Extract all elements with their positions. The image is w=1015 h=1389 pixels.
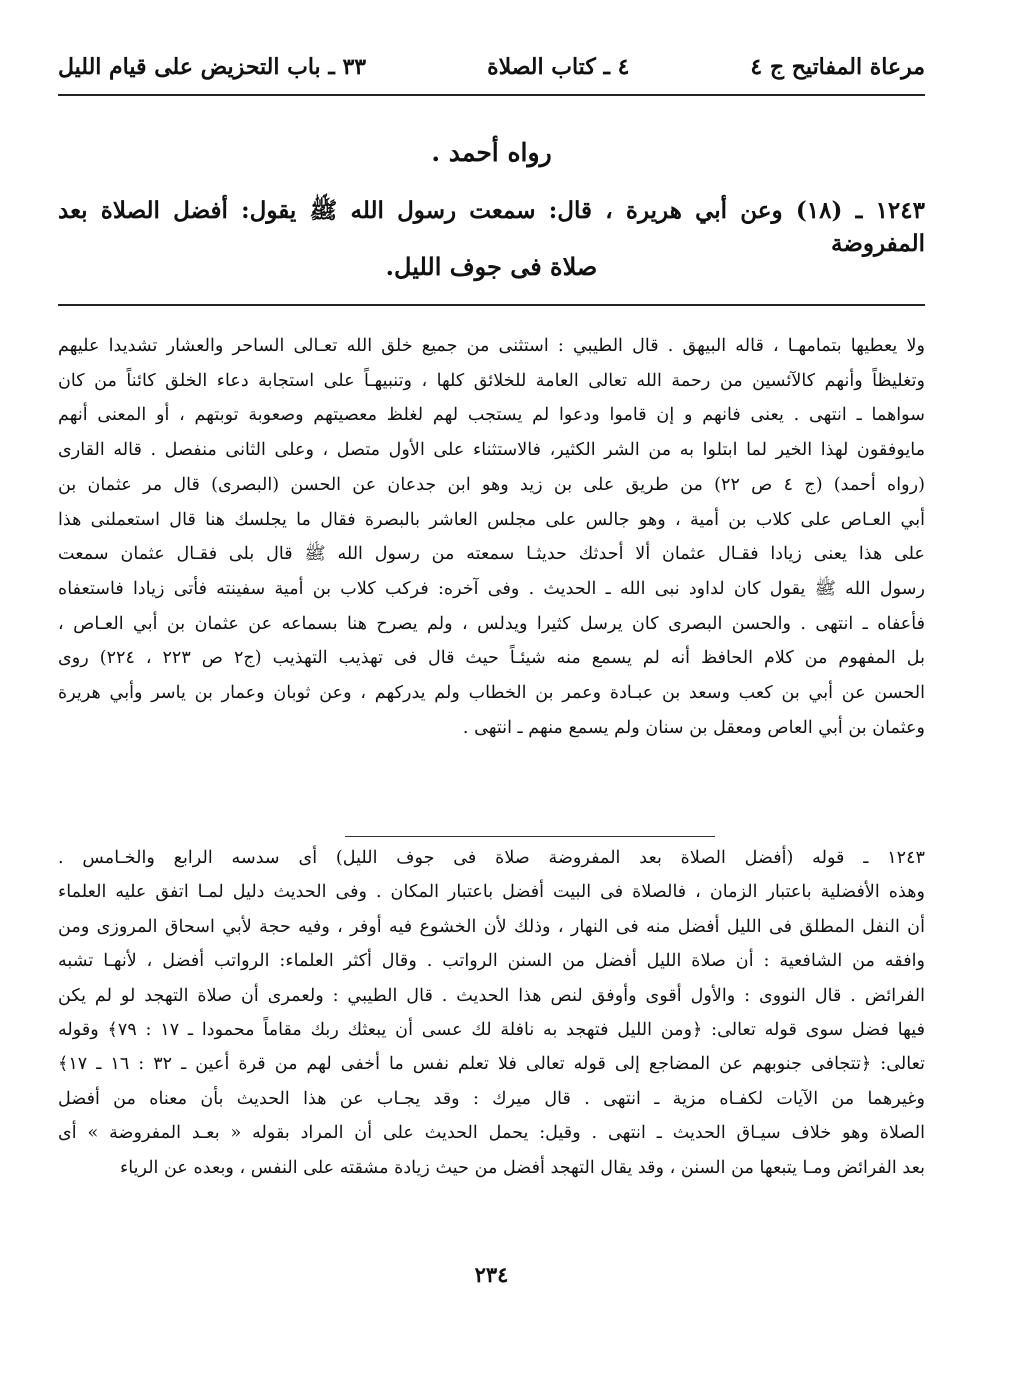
header-rule	[58, 94, 925, 96]
commentary-line: فأعفاه ـ انتهى . والحسن البصرى كان يرسل كثيرا ويدلس ، ولم يصرح هنا بسماعه عن عثمان بن أبي العـاص ،	[58, 613, 925, 634]
commentary-line: وتغليظاً وأنهم كالآئسين من رحمة الله تعالى العامة للخلائق كلها ، وتنبيهـاً على استجابة دعاء الخلق كائناً من كان	[58, 370, 925, 391]
hadith-text-line-1: ١٢٤٣ ـ (١٨) وعن أبي هريرة ، قال: سمعت رسول الله ﷺ يقول: أفضل الصلاة بعد المفروضة	[58, 197, 925, 257]
commentary-line: على هذا يعنى زيادا فقـال عثمان ألا أحدثك حديثـا سمعته من رسول الله ﷺ قال بلى فقـال عثمان سمعت	[58, 544, 925, 565]
page-number: ٢٣٤	[474, 1262, 509, 1287]
header-book-title: مرعاة المفاتيح ج ٤	[750, 54, 925, 80]
hadith-source: رواه أحمد .	[431, 138, 552, 167]
commentary-line: أبي العـاص على كلاب بن أمية ، وهو جالس على مجلس العاشر بالبصرة فقال ما يجلسك هنا قال استعملنى هذا	[58, 509, 925, 530]
commentary-line: (رواه أحمد) (ج ٤ ص ٢٢) من طريق على بن زيد وهو ابن جدعان عن الحسن (البصرى) قال مر عثمان بن	[58, 474, 926, 495]
commentary-line: تعالى: ﴿تتجافى جنوبهم عن المضاجع إلى قوله تعالى فلا تعلم نفس ما أخفى لهم من قرة أعين ـ ٣٢ : ١٦ ـ ١٧﴾	[58, 1054, 925, 1075]
commentary-line: بل المفهوم من كلام الحافظ أنه لم يسمع منه شيئـاً حيث قال فى تهذيب التهذيب (ج٢ ص ٢٢٣ ، ٢٢٤) روى	[58, 648, 925, 669]
header-section: ٣٣ ـ باب التحزيض على قيام الليل	[58, 54, 367, 80]
commentary-line: الصلاة وهو خلاف سيـاق الحديث ـ انتهى . وقيل: يحمل الحديث على أن المراد بقوله « بعـد المفروضة » أى	[58, 1123, 925, 1144]
hadith-text-line-2: صلاة فى جوف الليل.	[385, 252, 598, 281]
commentary-line: ١٢٤٣ ـ قوله (أفضل الصلاة بعد المفروضة صلاة فى جوف الليل) أى سدسه الرابع والخـامس .	[58, 848, 925, 868]
commentary-line: فيها فضل سوى قوله تعالى: ﴿ومن الليل فتهجد به نافلة لك عسى أن يبعثك ربك مقاماً محمودا ـ ١٧ : ٧٩﴾ وقوله	[58, 1020, 925, 1040]
commentary-line: وهذه الأفضلية باعتبار الزمان ، فالصلاة فى البيت أفضل باعتبار المكان . وفى الحديث دليل لمـا اتفق عليه العلماء	[58, 882, 925, 903]
commentary-line: أن النفل المطلق فى الليل أفضل منه فى النهار ، وذلك لأن الخشوع فيه أوفر ، وفيه حجة لأبي اسحاق المروزى ومن	[58, 916, 925, 937]
commentary-line: سواهما ـ انتهى . يعنى فانهم و إن قاموا ودعوا لم يستجب لهم لغلظ معصيتهم وصعوبة توبتهم ، أو المعنى أنهم	[58, 405, 925, 426]
section-rule	[58, 304, 925, 306]
running-header	[58, 44, 925, 90]
header-chapter: ٤ ـ كتاب الصلاة	[487, 54, 630, 80]
commentary-line: ولا يعطيها بتمامهـا ، قاله البيهق . قال الطيبي : استثنى من جميع خلق الله تعـالى الساحر والعشار تشديدا عليهم	[58, 336, 925, 356]
commentary-line: الحسن عن أبي بن كعب وسعد بن عبـادة وعمر بن الخطاب ولم يدركهم ، وعن ثوبان وعمار بن ياسر وأبي هريرة	[58, 683, 925, 703]
commentary-line: وعثمان بن أبي العاص ومعقل بن سنان ولم يسمع منهم ـ انتهى .	[462, 717, 925, 738]
commentary-line: مايوفقون لهذا الخير لما ابتلوا به من الشر الكثير، فالاستثناء على الأول متصل ، وعلى الثانى منفصل . قاله القارى	[58, 440, 925, 461]
commentary-separator	[345, 836, 715, 837]
commentary-line: وافقه من الشافعية : أن صلاة الليل أفضل من السنن الرواتب . وقال أكثر العلماء: الرواتب أفضل ، لأنهـا تشبه	[58, 951, 925, 972]
commentary-line: الفرائض . قال النووى : والأول أقوى وأوفق لنص هذا الحديث . قال الطيبي : ولعمرى أن صلاة التهجد لو لم يكن	[58, 985, 925, 1006]
commentary-line: رسول الله ﷺ يقول كان لداود نبى الله ـ الحديث . وفى آخره: فركب كلاب بن أمية سفينته فأتى زيادا فاستعفاه	[58, 578, 925, 599]
commentary-line: وغيرهما من الآيات لكفـاه مزية ـ انتهى . قال ميرك : وقد يجـاب عن هذا الحديث بأن معناه من أفضل	[58, 1088, 925, 1109]
commentary-line: بعد الفرائض ومـا يتبعها من السنن ، وقد يقال التهجد أفضل من حيث زيادة مشقته على النفس ، وبعده عن الرياء	[119, 1157, 925, 1178]
